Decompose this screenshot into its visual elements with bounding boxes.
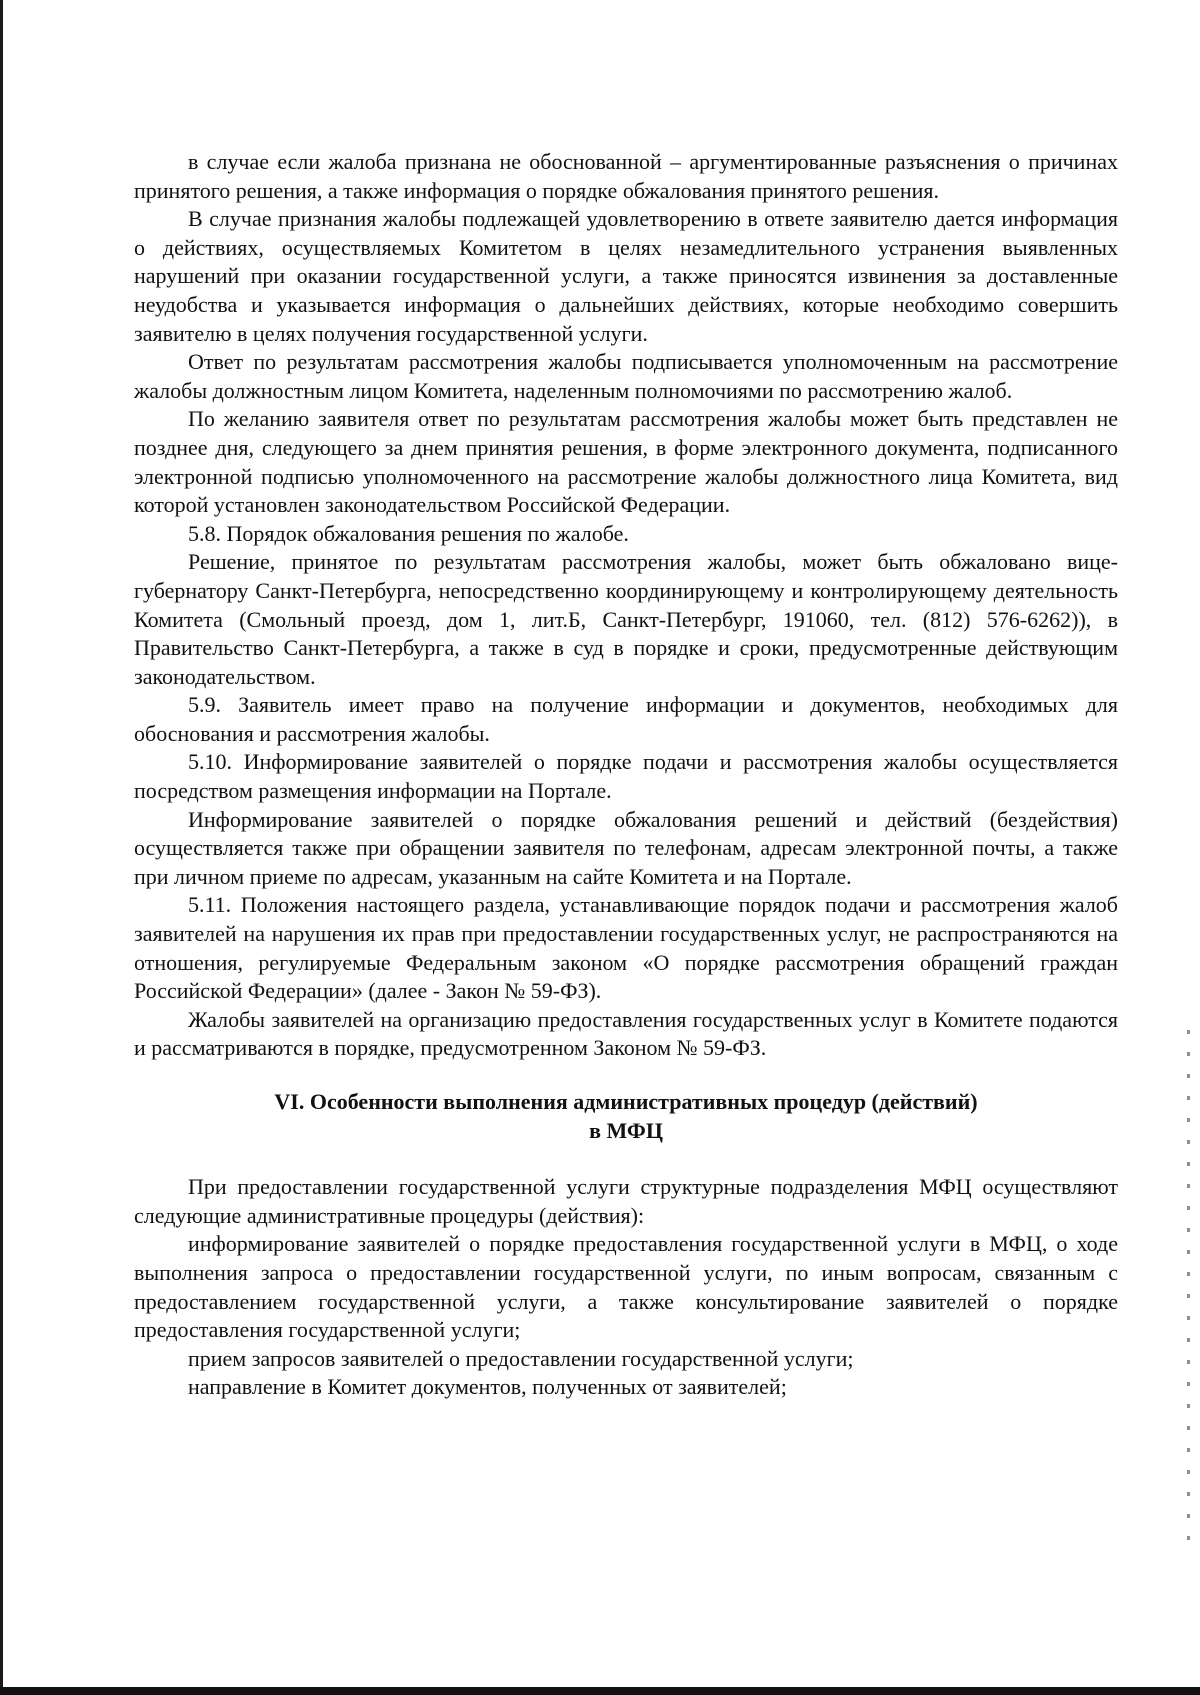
paragraph: Жалобы заявителей на организацию предоставления государственных услуг в Комитете подаются и рассматриваются в порядке, предусмотренном Законом № 59-ФЗ. [134,1006,1118,1061]
paragraph: информирование заявителей о порядке предоставления государственной услуги в МФЦ, о ходе выполнения запроса о предоставлении государственной услуги, по иным вопросам, связанным с предоставлением государственной услуги, а также консультирование заявителей о порядке предоставления государственной услуги; [134,1231,1118,1343]
paragraph: Ответ по результатам рассмотрения жалобы подписывается уполномоченным на рассмотрение жалобы должностным лицом Комитета, наделенным полномочиями по рассмотрению жалоб. [134,349,1118,403]
section-heading-line2: в МФЦ [589,1117,663,1143]
paragraph: 5.10. Информирование заявителей о порядке подачи и рассмотрения жалобы осуществляется посредством размещения информации на Портале. [134,749,1118,804]
scan-marks-right [1187,1030,1190,1550]
section-heading [134,1088,1118,1145]
scan-border-bottom [0,1687,1200,1695]
paragraph: Информирование заявителей о порядке обжалования решений и действий (бездействия) осуществляется также при обращении заявителя по телефонам, адресам электронной почты, а также при личном приеме по адресам, указанным на сайте Комитета и на Портале. [134,806,1118,889]
scan-border-left [0,0,3,1695]
paragraph: При предоставлении государственной услуги структурные подразделения МФЦ осуществляют следующие административные процедуры (действия): [134,1174,1118,1228]
paragraph: Решение, принятое по результатам рассмотрения жалобы, может быть обжаловано вице-губернатору Санкт-Петербурга, непосредственно координирующему и контролирующему деятельность Комитета (Смольный проезд, дом 1, лит.Б, Санкт-Петербург, 191060, тел. (812) 576-6262)), в Правительство Санкт-Петербурга, а также в суд в порядке и сроки, предусмотренные действующим законодательством. [134,549,1118,689]
document-body [134,148,1118,1402]
paragraph: в случае если жалоба признана не обоснованной – аргументированные разъяснения о причинах принятого решения, а также информация о порядке обжалования принятого решения. [134,149,1118,203]
paragraph: прием запросов заявителей о предоставлении государственной услуги; [188,1345,854,1371]
paragraph: 5.8. Порядок обжалования решения по жалобе. [188,520,629,546]
section-heading-line1: VI. Особенности выполнения административных процедур (действий) [274,1089,978,1114]
paragraph: По желанию заявителя ответ по результатам рассмотрения жалобы может быть представлен не позднее дня, следующего за днем принятия решения, в форме электронного документа, подписанного электронной подписью уполномоченного на рассмотрение жалобы должностного лица Комитета, вид которой установлен законодательством Российской Федерации. [134,406,1118,518]
paragraph: 5.11. Положения настоящего раздела, устанавливающие порядок подачи и рассмотрения жалоб заявителей на нарушения их прав при предоставлении государственных услуг, не распространяются на отношения, регулируемые Федеральным законом «О порядке рассмотрения обращений граждан Российской Федерации» (далее - Закон № 59-ФЗ). [134,892,1118,1004]
paragraph: 5.9. Заявитель имеет право на получение информации и документов, необходимых для обоснования и рассмотрения жалобы. [134,692,1118,746]
paragraph: направление в Комитет документов, полученных от заявителей; [188,1374,787,1400]
paragraph: В случае признания жалобы подлежащей удовлетворению в ответе заявителю дается информация о действиях, осуществляемых Комитетом в целях незамедлительного устранения выявленных нарушений при оказании государственной услуги, а также приносятся извинения за доставленные неудобства и указывается информация о дальнейших действиях, которые необходимо совершить заявителю в целях получения государственной услуги. [134,206,1118,346]
